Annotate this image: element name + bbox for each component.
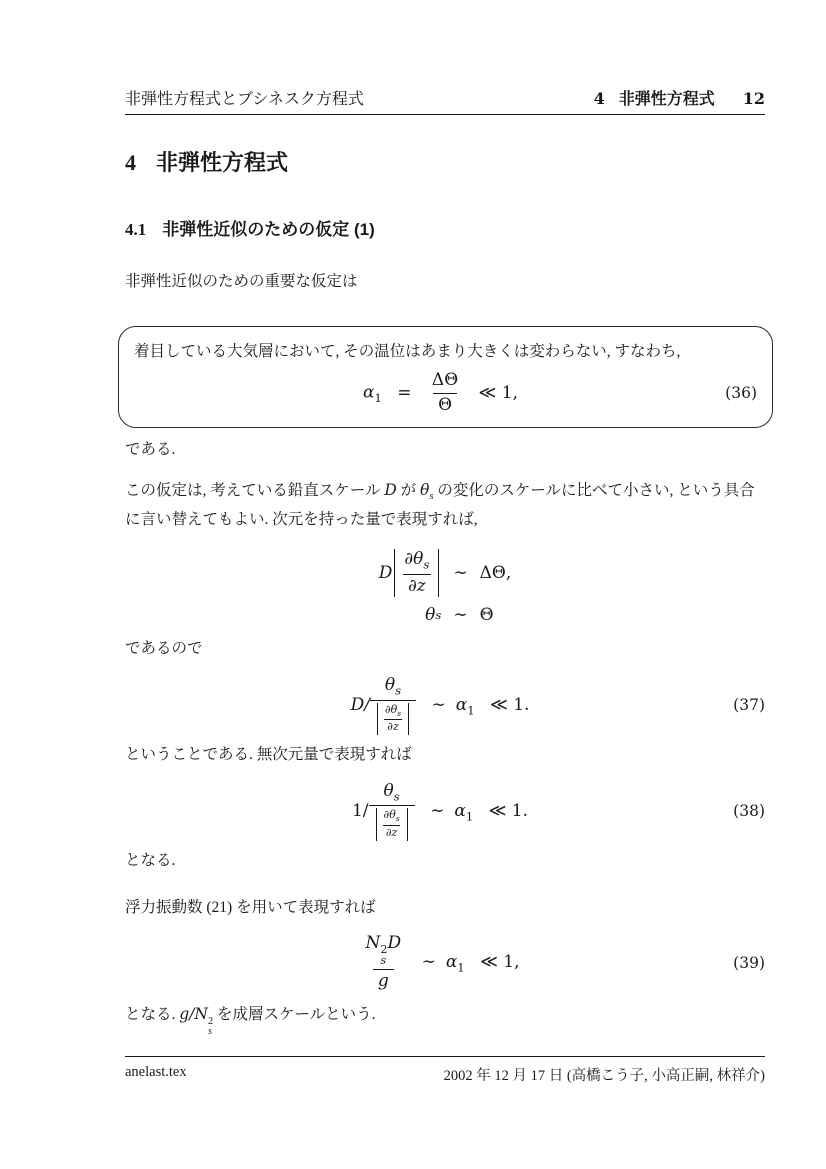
assumption-box xyxy=(118,326,773,428)
paragraph-buoyancy: 浮力振動数 (21) を用いて表現すれば xyxy=(125,898,376,916)
section-number: 4 xyxy=(125,150,136,175)
section-heading xyxy=(125,146,765,177)
page-number: 12 xyxy=(742,89,765,108)
eq37-inner-fraction: $\frac{\partial\theta_s}{\partial z}$ xyxy=(384,702,402,734)
section-title: 非弾性方程式 xyxy=(156,150,289,175)
eq39-fraction: N 2 s D g xyxy=(365,933,402,991)
equation-38 xyxy=(125,782,765,841)
running-head-section xyxy=(594,86,765,109)
subsection-title: 非弾性近似のための仮定 (1) xyxy=(162,220,375,239)
absolute-value xyxy=(376,808,408,840)
paragraph-toiukoto: ということである. 無次元量で表現すれば xyxy=(125,746,412,764)
equation-pair-dimensional: D $\frac{\partial\theta_s}{\partial z}$ ∼ ΔΘ, θ s ∼ Θ xyxy=(378,549,512,626)
eq38-number: (38) xyxy=(733,802,765,821)
eqpair-row2-lhs: θ s xyxy=(425,605,442,626)
equation-37 xyxy=(125,676,765,735)
inline-var-theta: θ xyxy=(420,481,430,500)
inline-var-g-over-N: g/N xyxy=(179,1005,208,1024)
eq37-body: D/ $\frac{\theta_s}{\frac{\partial\theta_s}{\partial z}}$ ∼ $\alpha_1$ ≪ 1. xyxy=(350,674,530,734)
paragraph-dearu: である. xyxy=(125,441,176,459)
eq39-body: N 2 s D g ∼ $\alpha_1$ ≪ 1, xyxy=(361,934,530,991)
running-head-section-number: 4 xyxy=(593,89,605,108)
subsection-heading xyxy=(125,215,765,240)
page-footer xyxy=(125,1056,765,1085)
inline-var-D: D xyxy=(384,481,397,500)
paragraph-dearunode: であるので xyxy=(125,640,203,658)
equation-39 xyxy=(125,934,765,991)
paragraph-tonaru: となる. xyxy=(125,851,176,869)
equation-36 xyxy=(134,371,757,415)
footer-date-authors: 2002 年 12 月 17 日 (高橋こう子, 小高正嗣, 林祥介) xyxy=(443,1068,765,1084)
sup-sub-stack: 2 s xyxy=(207,1015,214,1037)
eqpair-row1-lhs: D $\frac{\partial\theta_s}{\partial z}$ xyxy=(379,549,442,597)
eq38-body: 1/ $\frac{\theta_s}{\frac{\partial\theta_s}{\partial z}}$ ∼ $\alpha_1$ ≪ 1. xyxy=(351,780,529,839)
sup-sub-stack: 2 s xyxy=(380,943,388,968)
eq38-inner-fraction: $\frac{\partial\theta_s}{\partial z}$ xyxy=(383,808,400,839)
running-head xyxy=(125,86,765,115)
absolute-value xyxy=(394,549,439,597)
paragraph-stratification: となる. g/N 2 s を成層スケールという. xyxy=(125,1005,376,1037)
assumption-text: 着目している大気層において, その温位はあまり大きくは変わらない, すなわち, xyxy=(134,343,681,360)
eq39-number: (39) xyxy=(733,953,765,972)
eq36-body: $\alpha_1$ = $\frac{\Delta\Theta}{\Theta}$ ≪ 1, xyxy=(363,370,518,415)
paragraph-intro: 非弾性近似のための重要な仮定は xyxy=(125,273,358,290)
subsection-number: 4.1 xyxy=(125,220,147,239)
running-head-title: 非弾性方程式とブシネスク方程式 xyxy=(125,91,364,108)
absolute-value xyxy=(377,703,409,735)
eq36-fraction: $\frac{\Delta\Theta}{\Theta}$ xyxy=(431,370,459,415)
text-column xyxy=(125,0,765,1053)
eq38-fraction: $\frac{\theta_s}{\frac{\partial\theta_s}{\partial z}}$ xyxy=(369,782,415,841)
eq36-number: (36) xyxy=(725,384,757,403)
eqpair-fraction: $\frac{\partial\theta_s}{\partial z}$ xyxy=(404,549,430,596)
paragraph-scale: この仮定は, 考えている鉛直スケール D が $\theta_s$ の変化のスケールに比べて小さい, という具合に言い替えてもよい. 次元を持った量で表現すれば, xyxy=(125,481,755,529)
running-head-section-title: 非弾性方程式 xyxy=(618,91,715,108)
eq37-number: (37) xyxy=(733,696,765,715)
eq37-fraction: $\frac{\theta_s}{\frac{\partial\theta_s}{\partial z}}$ xyxy=(370,676,416,735)
footer-filename: anelast.tex xyxy=(125,1064,187,1080)
